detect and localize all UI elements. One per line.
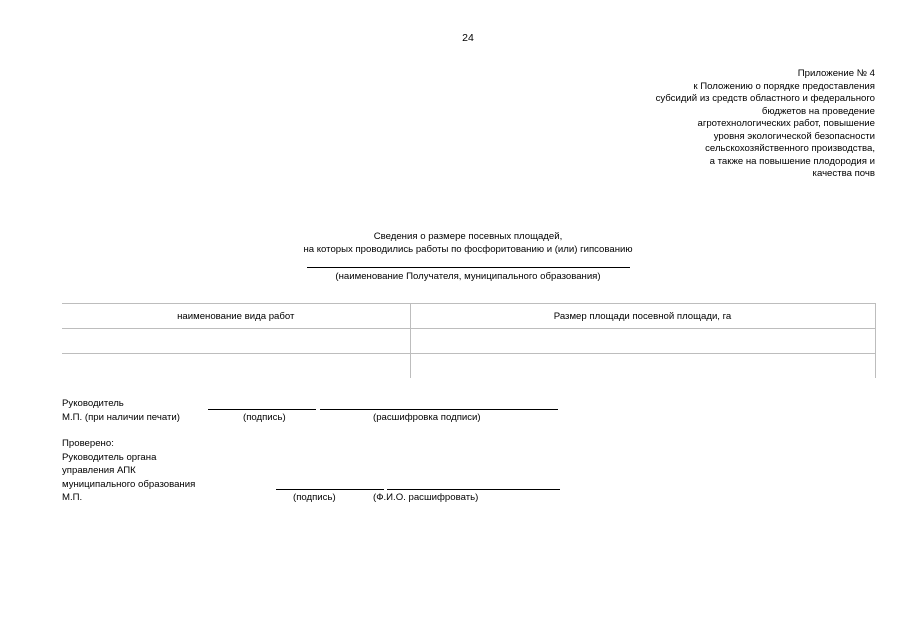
appendix-line: бюджетов на проведение	[761, 105, 875, 117]
table-cell	[410, 329, 875, 354]
appendix-line: субсидий из средств областного и федерального	[655, 93, 875, 104]
appendix-line: к Положению о порядке предоставления	[693, 80, 875, 92]
head-stamp-label: М.П. (при наличии печати)	[62, 412, 180, 423]
head-decoding-caption: (расшифровка подписи)	[373, 412, 481, 423]
verified-signature-caption: (подпись)	[293, 492, 336, 503]
appendix-line: агротехнологических работ, повышение	[697, 118, 875, 129]
column-header-area: Размер площади посевной площади, га	[410, 304, 875, 329]
appendix-line: Приложение № 4	[797, 68, 875, 79]
works-table	[62, 303, 876, 378]
verified-decoding-line	[387, 489, 560, 490]
appendix-line: а также на повышение плодородия и	[709, 155, 875, 167]
title-line-2: на которых проводились работы по фосфоритованию и (или) гипсованию	[303, 243, 633, 255]
head-signature-line	[208, 409, 316, 410]
head-decoding-line	[320, 409, 558, 410]
table-header-row	[62, 304, 875, 329]
recipient-blank-line	[307, 267, 630, 268]
verified-signature-line	[276, 489, 384, 490]
verified-label: Проверено:	[62, 438, 114, 449]
verified-org-line-2: управления АПК	[62, 465, 136, 476]
verified-decoding-caption: (Ф.И.О. расшифровать)	[373, 492, 479, 503]
head-signature-caption: (подпись)	[243, 412, 286, 423]
column-header-work-type: наименование вида работ	[62, 304, 410, 329]
table-cell	[410, 354, 875, 379]
table-row	[62, 354, 875, 379]
appendix-line: уровня экологической безопасности	[713, 130, 875, 142]
recipient-caption: (наименование Получателя, муниципального образования)	[335, 271, 601, 282]
appendix-note	[656, 68, 875, 181]
table-row	[62, 329, 875, 354]
head-label: Руководитель	[62, 398, 124, 409]
title-line-1: Сведения о размере посевных площадей,	[373, 231, 563, 242]
table-cell	[62, 329, 410, 354]
verified-stamp-label: М.П.	[62, 492, 83, 503]
appendix-line: качества почв	[812, 168, 875, 179]
table-cell	[62, 354, 410, 379]
verified-org-line-3: муниципального образования	[62, 479, 196, 490]
document-title	[0, 231, 905, 256]
page-number: 24	[462, 32, 474, 44]
verified-org-line-1: Руководитель органа	[62, 452, 157, 463]
appendix-line: сельскохозяйственного производства,	[705, 143, 875, 154]
